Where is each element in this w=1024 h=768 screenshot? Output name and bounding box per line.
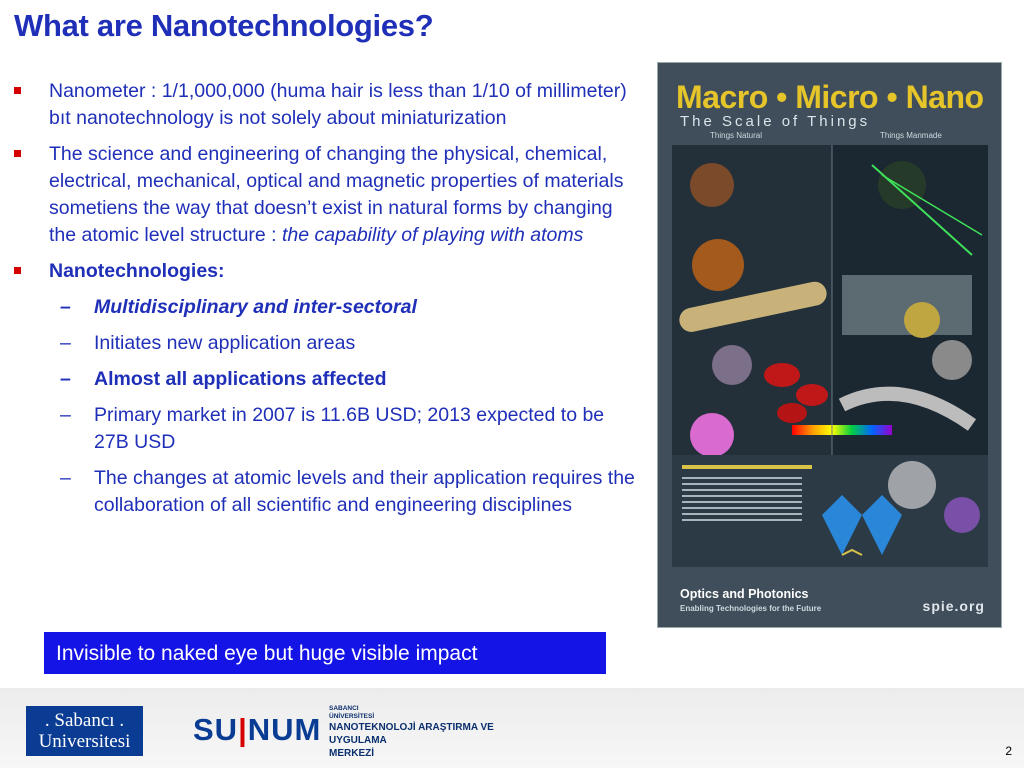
sunum-left: SU [193,712,239,747]
bullet-text: Nanotechnologies: [49,260,225,282]
bullet-nanotechnologies [14,258,644,285]
sub-bullet [14,330,644,357]
poster-text-panel [672,455,988,567]
sub-bullet-text: Initiates new application areas [94,332,356,354]
bullet-italic-text: the capability of playing with atoms [282,224,584,246]
scale-of-things-poster [657,62,1002,628]
sunum-small1: SABANCI [329,705,359,712]
sunum-right: NUM [247,712,322,747]
sub-bullet-text: The changes at atomic levels and their application requires the collaboration of all scientific and engineering disciplines [94,467,635,516]
sunum-small2: ÜNİVERSİTESİ [329,713,375,720]
dash-icon: – [60,404,71,426]
bullet-science [14,141,644,249]
poster-art-illustration [672,145,988,455]
dash-icon: – [60,296,71,318]
bullet-square-icon [14,150,21,157]
sunum-pipe: | [238,712,248,747]
poster-panel-art [672,455,988,567]
bullet-text: Nanometer : 1/1,000,000 (huma hair is less than 1/10 of millimeter) bıt nanotechnology is not solely about miniaturization [49,80,627,129]
bullet-text: The science and engineering of changing the physical, chemical, electrical, mechanical, optical and magnetic properties of materials sometiens the way that doesn’t exist in natural forms by changing the atomic level structure : [49,143,624,246]
sabanci-university-logo [26,706,143,756]
poster-spie: spie.org [922,598,985,614]
sunum-big2: UYGULAMA [329,735,387,746]
poster-title: Macro • Micro • Nano [676,79,984,115]
page-number: 2 [1005,744,1012,758]
bullet-square-icon [14,267,21,274]
poster-footer-subtitle: Enabling Technologies for the Future [680,604,822,613]
sunum-logo [193,712,321,748]
poster-footer-title: Optics and Photonics [680,587,809,601]
callout-box: Invisible to naked eye but huge visible impact [44,632,606,674]
sub-bullet [14,294,644,321]
dash-icon: – [60,368,71,390]
sub-bullet-text: Almost all applications affected [94,368,387,390]
slide-title: What are Nanotechnologies? [14,8,434,43]
bullet-square-icon [14,87,21,94]
sunum-big3: MERKEZİ [329,748,374,759]
bullet-nanometer [14,78,644,132]
sub-bullet [14,465,644,519]
sunum-big1: NANOTEKNOLOJİ ARAŞTIRMA VE [329,722,494,733]
dash-icon: – [60,332,71,354]
sabanci-line1: . Sabancı . [44,710,125,731]
dash-icon: – [60,467,71,489]
poster-col-right: Things Manmade [880,131,942,140]
sabanci-line2: Universitesi [38,731,131,752]
sub-bullet [14,402,644,456]
poster-subtitle: The Scale of Things [680,113,871,130]
sunum-description [329,705,494,760]
sub-bullet-text: Primary market in 2007 is 11.6B USD; 2013 expected to be 27B USD [94,404,605,453]
sub-bullet-text: Multidisciplinary and inter-sectoral [94,296,417,318]
poster-artwork [672,145,988,455]
sub-bullet [14,366,644,393]
slide-footer [0,688,1024,768]
poster-col-left: Things Natural [710,131,763,140]
slide-content [14,78,644,528]
